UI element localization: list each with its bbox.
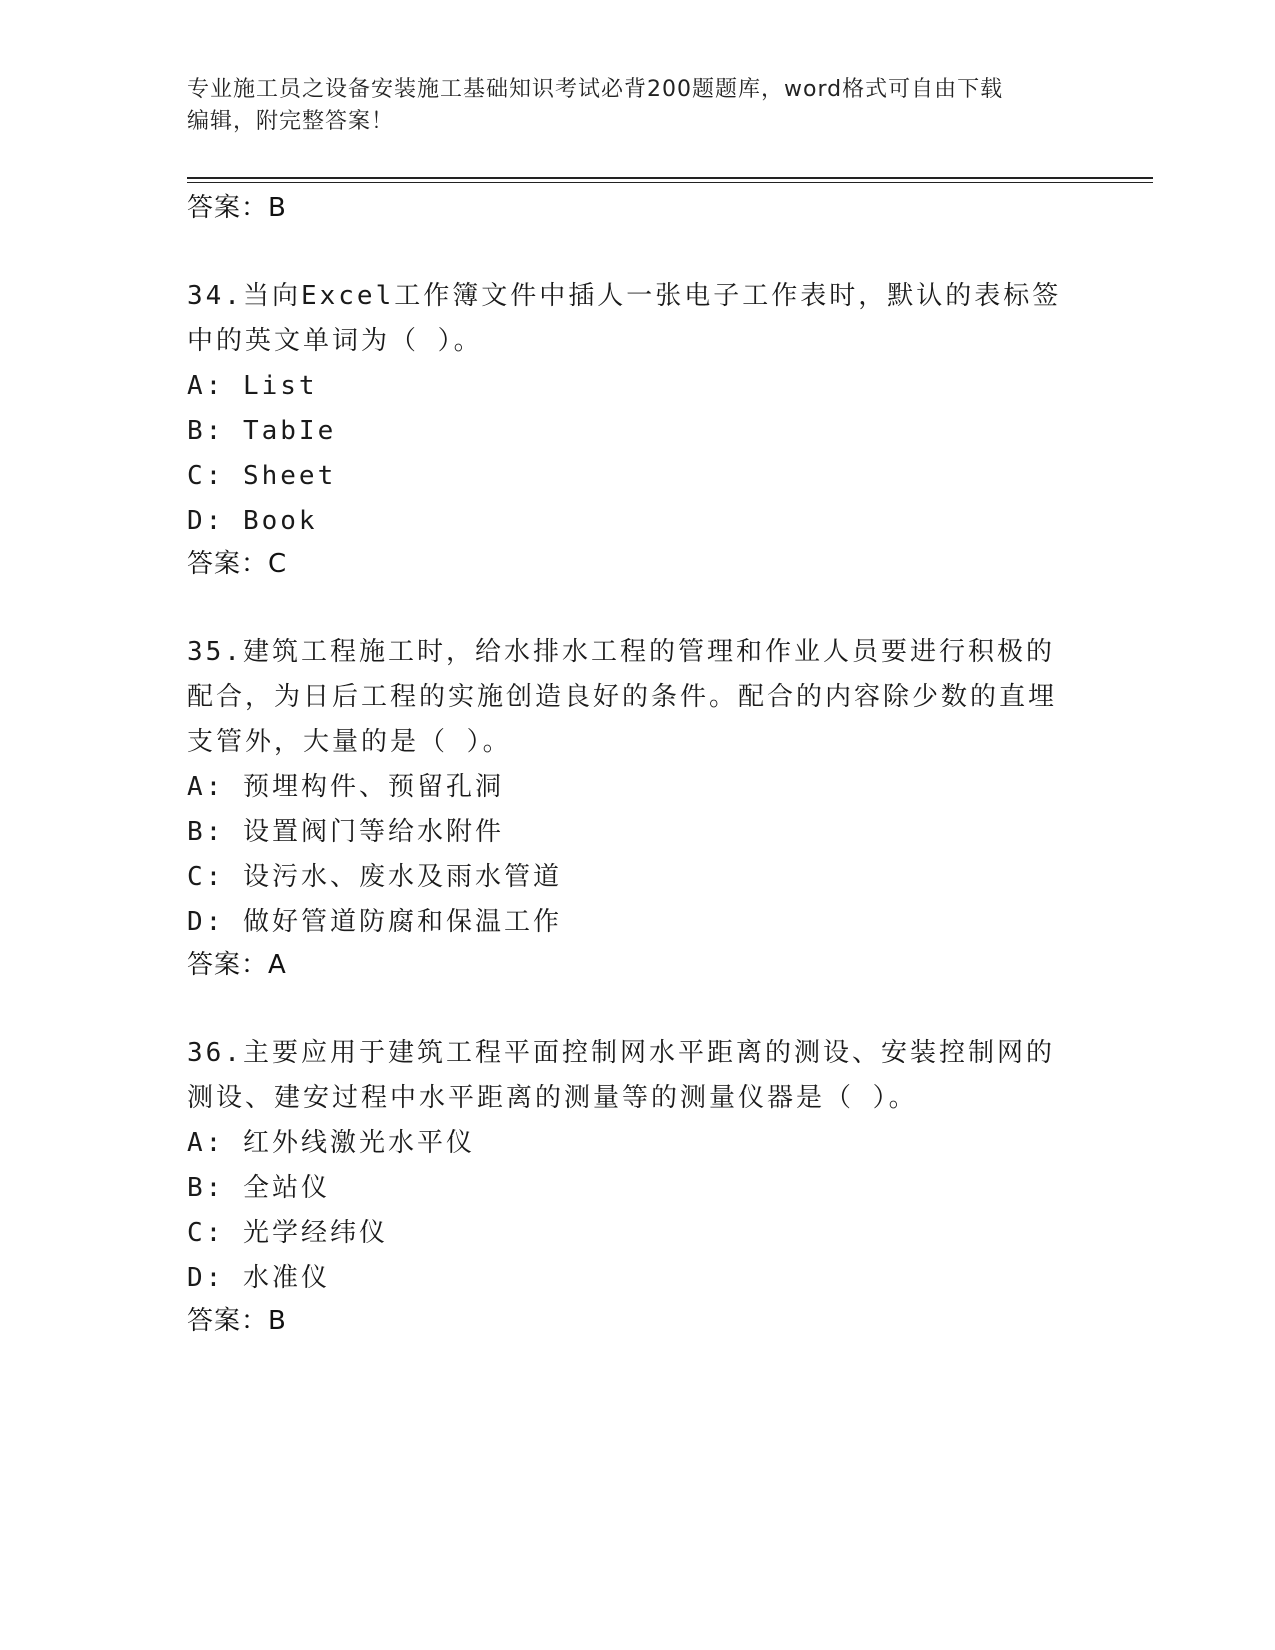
option-key: D:	[187, 506, 225, 536]
option-text: 预埋构件、预留孔洞	[242, 772, 504, 802]
document-body	[187, 188, 1087, 1341]
option-d	[187, 1256, 1087, 1301]
option-key: D:	[187, 1263, 225, 1293]
answer-value: A	[268, 950, 287, 980]
answer-label: 答案：	[187, 193, 269, 223]
header-title-line-2: 编辑，附完整答案！	[187, 109, 395, 134]
option-key: A:	[187, 1128, 225, 1158]
option-c	[187, 454, 1087, 499]
option-text: 红外线激光水平仪	[242, 1128, 475, 1158]
option-key: C:	[187, 862, 225, 892]
option-text: 设污水、废水及雨水管道	[242, 862, 562, 892]
header-divider-thin	[187, 182, 1153, 183]
option-text: 全站仪	[242, 1173, 330, 1203]
option-text: List	[242, 371, 318, 401]
option-key: B:	[187, 817, 225, 847]
option-b	[187, 409, 1087, 454]
option-key: B:	[187, 416, 225, 446]
answer-label: 答案：	[187, 950, 269, 980]
spacer	[187, 584, 1087, 630]
option-key: A:	[187, 772, 225, 802]
option-key: C:	[187, 1218, 225, 1248]
question-34	[187, 274, 1087, 584]
answer-line	[187, 1301, 1087, 1341]
question-stem: 35.建筑工程施工时，给水排水工程的管理和作业人员要进行积极的配合，为日后工程的实施创造良好的条件。配合的内容除少数的直埋支管外，大量的是（ ）。	[187, 637, 1058, 757]
answer-value: C	[268, 549, 288, 579]
option-key: B:	[187, 1173, 225, 1203]
question-stem: 34.当向Excel工作簿文件中插人一张电子工作表时，默认的表标签中的英文单词为（ ）。	[187, 281, 1062, 356]
option-key: C:	[187, 461, 225, 491]
answer-label: 答案：	[187, 549, 269, 579]
option-c	[187, 855, 1087, 900]
header-divider-thick	[187, 177, 1153, 179]
option-a	[187, 364, 1087, 409]
option-text: Book	[242, 506, 318, 536]
question-stem: 36.主要应用于建筑工程平面控制网水平距离的测设、安装控制网的测设、建安过程中水平距离的测量等的测量仪器是（ ）。	[187, 1038, 1055, 1113]
answer-line	[187, 945, 1087, 985]
answer-line-q33	[187, 188, 1087, 228]
answer-value: B	[268, 193, 287, 223]
header-title-line-1: 专业施工员之设备安装施工基础知识考试必背200题题库，word格式可自由下载	[187, 77, 1004, 102]
option-text: 水准仪	[242, 1263, 330, 1293]
option-c	[187, 1211, 1087, 1256]
document-header	[187, 74, 1067, 138]
option-b	[187, 1166, 1087, 1211]
spacer	[187, 985, 1087, 1031]
option-text: 做好管道防腐和保温工作	[242, 907, 562, 937]
option-text: 光学经纬仪	[242, 1218, 388, 1248]
option-key: D:	[187, 907, 225, 937]
question-35	[187, 630, 1087, 985]
spacer	[187, 228, 1087, 274]
option-d	[187, 499, 1087, 544]
option-a	[187, 765, 1087, 810]
option-b	[187, 810, 1087, 855]
option-text: TabIe	[242, 416, 337, 446]
answer-label: 答案：	[187, 1306, 269, 1336]
option-text: Sheet	[242, 461, 337, 491]
answer-line	[187, 544, 1087, 584]
answer-value: B	[268, 1306, 287, 1336]
question-36	[187, 1031, 1087, 1341]
option-a	[187, 1121, 1087, 1166]
option-d	[187, 900, 1087, 945]
option-text: 设置阀门等给水附件	[242, 817, 504, 847]
option-key: A:	[187, 371, 225, 401]
